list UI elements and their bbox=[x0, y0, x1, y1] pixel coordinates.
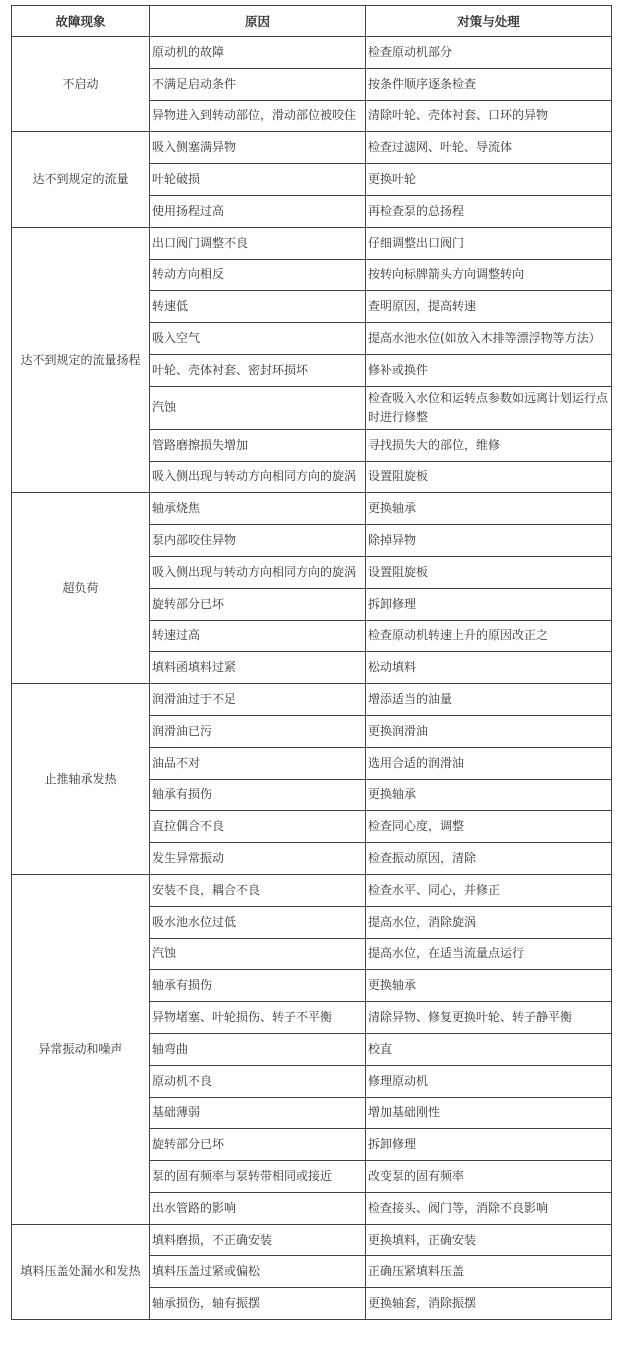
solution-cell: 增添适当的油量 bbox=[366, 684, 612, 716]
cause-cell: 填料压盖过紧或偏松 bbox=[150, 1256, 366, 1288]
table-row bbox=[12, 493, 612, 525]
solution-cell: 仔细调整出口阀门 bbox=[366, 227, 612, 259]
solution-cell: 拆卸修理 bbox=[366, 588, 612, 620]
table-row bbox=[12, 1224, 612, 1256]
table-row bbox=[12, 227, 612, 259]
table-row bbox=[12, 37, 612, 69]
cause-cell: 泵内部咬住异物 bbox=[150, 525, 366, 557]
fault-table bbox=[11, 5, 612, 1320]
cause-cell: 轴承损伤，轴有振摆 bbox=[150, 1288, 366, 1320]
table-row bbox=[12, 874, 612, 906]
solution-cell: 检查原动机转速上升的原因改正之 bbox=[366, 620, 612, 652]
cause-cell: 转速低 bbox=[150, 291, 366, 323]
cause-cell: 原动机不良 bbox=[150, 1065, 366, 1097]
cause-cell: 安装不良，耦合不良 bbox=[150, 874, 366, 906]
solution-cell: 清除异物、修复更换叶轮、转子静平衡 bbox=[366, 1002, 612, 1034]
solution-cell: 检查吸入水位和运转点参数如远离计划运行点时进行修整 bbox=[366, 386, 612, 429]
solution-cell: 更换轴承 bbox=[366, 779, 612, 811]
solution-cell: 检查同心度，调整 bbox=[366, 811, 612, 843]
cause-cell: 原动机的故障 bbox=[150, 37, 366, 69]
solution-cell: 检查振动原因，清除 bbox=[366, 843, 612, 875]
cause-cell: 油品不对 bbox=[150, 747, 366, 779]
cause-cell: 轴承烧焦 bbox=[150, 493, 366, 525]
table-body bbox=[12, 37, 612, 1320]
solution-cell: 寻找损失大的部位，维修 bbox=[366, 429, 612, 461]
solution-cell: 修理原动机 bbox=[366, 1065, 612, 1097]
solution-cell: 更换轴套，消除振摆 bbox=[366, 1288, 612, 1320]
solution-cell: 检查过滤网、叶轮、导流体 bbox=[366, 132, 612, 164]
solution-cell: 修补或换件 bbox=[366, 354, 612, 386]
cause-cell: 轴承有损伤 bbox=[150, 779, 366, 811]
phenomenon-cell: 止推轴承发热 bbox=[12, 684, 150, 875]
cause-cell: 不满足启动条件 bbox=[150, 68, 366, 100]
phenomenon-cell: 不启动 bbox=[12, 37, 150, 132]
solution-cell: 提高水池水位(如放入木排等漂浮物等方法） bbox=[366, 323, 612, 355]
solution-cell: 除掉异物 bbox=[366, 525, 612, 557]
header-row bbox=[12, 6, 612, 37]
header-solution: 对策与处理 bbox=[366, 6, 612, 37]
solution-cell: 按转向标牌箭头方向调整转向 bbox=[366, 259, 612, 291]
cause-cell: 出口阀门调整不良 bbox=[150, 227, 366, 259]
cause-cell: 吸入侧塞满异物 bbox=[150, 132, 366, 164]
cause-cell: 轴弯曲 bbox=[150, 1033, 366, 1065]
solution-cell: 正确压紧填料压盖 bbox=[366, 1256, 612, 1288]
cause-cell: 吸入空气 bbox=[150, 323, 366, 355]
solution-cell: 按条件顺序逐条检查 bbox=[366, 68, 612, 100]
cause-cell: 出水管路的影响 bbox=[150, 1192, 366, 1224]
solution-cell: 提高水位，消除旋涡 bbox=[366, 906, 612, 938]
solution-cell: 更换润滑油 bbox=[366, 715, 612, 747]
solution-cell: 检查原动机部分 bbox=[366, 37, 612, 69]
cause-cell: 转速过高 bbox=[150, 620, 366, 652]
cause-cell: 旋转部分已坏 bbox=[150, 588, 366, 620]
phenomenon-cell: 超负荷 bbox=[12, 493, 150, 684]
table-row bbox=[12, 684, 612, 716]
phenomenon-cell: 达不到规定的流量 bbox=[12, 132, 150, 227]
solution-cell: 清除叶轮、壳体衬套、口环的异物 bbox=[366, 100, 612, 132]
cause-cell: 叶轮破损 bbox=[150, 164, 366, 196]
cause-cell: 管路磨擦损失增加 bbox=[150, 429, 366, 461]
solution-cell: 更换轴承 bbox=[366, 970, 612, 1002]
cause-cell: 异物堵塞、叶轮损伤、转子不平衡 bbox=[150, 1002, 366, 1034]
solution-cell: 更换填料，正确安装 bbox=[366, 1224, 612, 1256]
cause-cell: 填料函填料过紧 bbox=[150, 652, 366, 684]
solution-cell: 增加基础刚性 bbox=[366, 1097, 612, 1129]
cause-cell: 转动方向相反 bbox=[150, 259, 366, 291]
cause-cell: 润滑油已污 bbox=[150, 715, 366, 747]
cause-cell: 汽蚀 bbox=[150, 386, 366, 429]
cause-cell: 泵的固有频率与泵转带相同或接近 bbox=[150, 1161, 366, 1193]
cause-cell: 基础薄弱 bbox=[150, 1097, 366, 1129]
cause-cell: 异物进入到转动部位，滑动部位被咬住 bbox=[150, 100, 366, 132]
cause-cell: 叶轮、壳体衬套、密封环损坏 bbox=[150, 354, 366, 386]
solution-cell: 更换轴承 bbox=[366, 493, 612, 525]
solution-cell: 改变泵的固有频率 bbox=[366, 1161, 612, 1193]
solution-cell: 再检查泵的总扬程 bbox=[366, 195, 612, 227]
cause-cell: 直拉偶合不良 bbox=[150, 811, 366, 843]
phenomenon-cell: 异常振动和噪声 bbox=[12, 874, 150, 1224]
cause-cell: 吸入侧出现与转动方向相同方向的旋涡 bbox=[150, 461, 366, 493]
cause-cell: 汽蚀 bbox=[150, 938, 366, 970]
solution-cell: 更换叶轮 bbox=[366, 164, 612, 196]
cause-cell: 使用扬程过高 bbox=[150, 195, 366, 227]
solution-cell: 查明原因，提高转速 bbox=[366, 291, 612, 323]
solution-cell: 检查接头、阀门等，消除不良影响 bbox=[366, 1192, 612, 1224]
cause-cell: 吸入侧出现与转动方向相同方向的旋涡 bbox=[150, 556, 366, 588]
cause-cell: 轴承有损伤 bbox=[150, 970, 366, 1002]
solution-cell: 设置阻旋板 bbox=[366, 461, 612, 493]
table-row bbox=[12, 132, 612, 164]
header-cause: 原因 bbox=[150, 6, 366, 37]
header-phenomenon: 故障现象 bbox=[12, 6, 150, 37]
solution-cell: 校直 bbox=[366, 1033, 612, 1065]
phenomenon-cell: 填料压盖处漏水和发热 bbox=[12, 1224, 150, 1319]
solution-cell: 松动填料 bbox=[366, 652, 612, 684]
solution-cell: 选用合适的润滑油 bbox=[366, 747, 612, 779]
phenomenon-cell: 达不到规定的流量扬程 bbox=[12, 227, 150, 493]
cause-cell: 填料磨损，不正确安装 bbox=[150, 1224, 366, 1256]
solution-cell: 设置阻旋板 bbox=[366, 556, 612, 588]
cause-cell: 旋转部分已坏 bbox=[150, 1129, 366, 1161]
solution-cell: 检查水平、同心，并修正 bbox=[366, 874, 612, 906]
solution-cell: 提高水位，在适当流量点运行 bbox=[366, 938, 612, 970]
cause-cell: 吸水池水位过低 bbox=[150, 906, 366, 938]
cause-cell: 润滑油过于不足 bbox=[150, 684, 366, 716]
cause-cell: 发生异常振动 bbox=[150, 843, 366, 875]
solution-cell: 拆卸修理 bbox=[366, 1129, 612, 1161]
